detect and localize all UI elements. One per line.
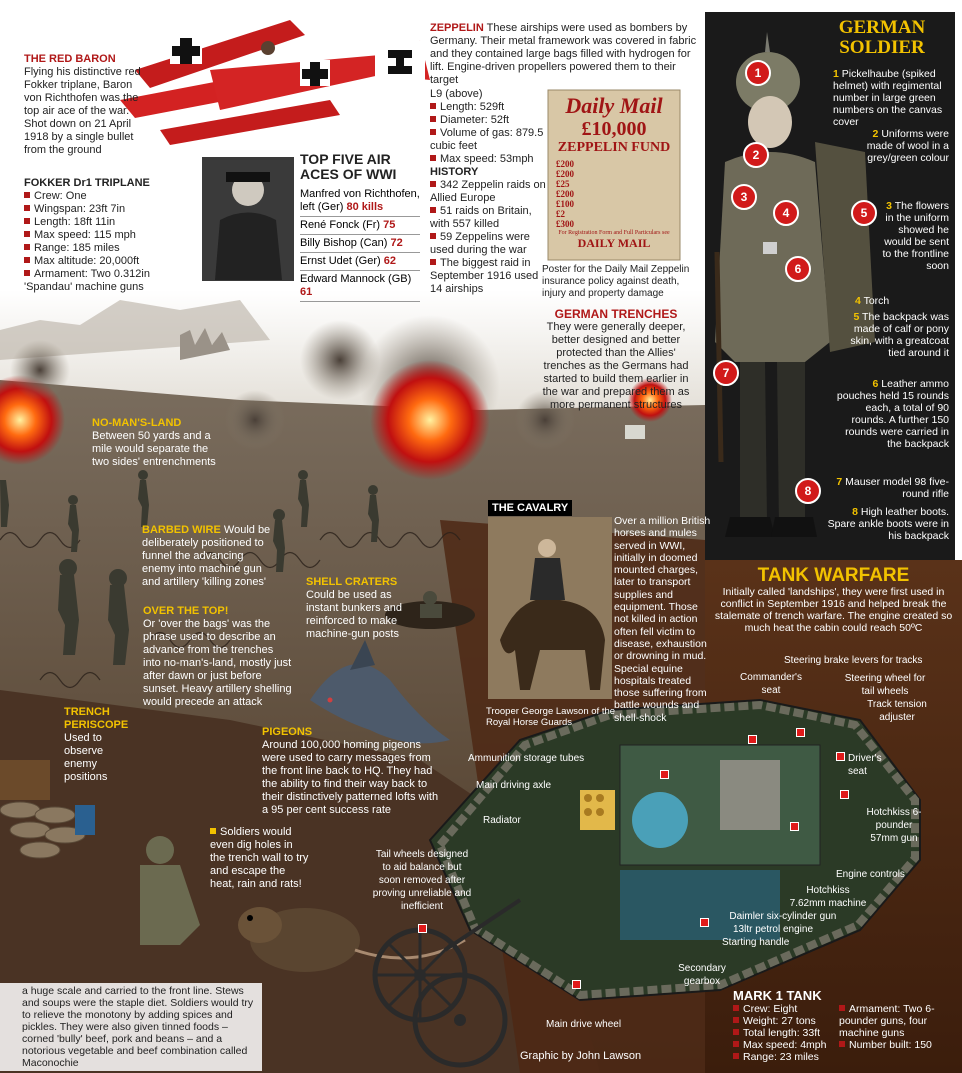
poster-amount-line: £2: [556, 209, 565, 219]
rats-label: [210, 826, 310, 891]
label-main-drive-wheel: Main drive wheel: [546, 1019, 622, 1030]
aces-title-2: ACES OF WWI: [300, 166, 397, 182]
poster-masthead: Daily Mail: [565, 93, 663, 118]
barbed-wire-body: Would be deliberately positioned to funnel the advancing enemy into machine gun and artillery 'killing zones': [142, 524, 271, 588]
label-driver-seat: Driver's seat: [848, 753, 882, 777]
fokker-spec-armament: Armament: Two 0.312in 'Spandau' machine guns: [24, 268, 174, 294]
fokker-spec-crew: Crew: One: [24, 190, 174, 203]
zeppelin-poster: [548, 90, 680, 260]
graphic-credit: Graphic by John Lawson: [520, 1050, 642, 1062]
mark1-specs: [733, 988, 955, 1063]
soldier-badge-8: 8: [795, 478, 821, 504]
marker-starting-handle: [700, 918, 709, 927]
marker-tail-wheels: [418, 924, 427, 933]
ace-row-1: [300, 186, 420, 217]
red-baron-body: Flying his distinctive red Fokker triplane, Baron von Richthofen was the top air ace of the war. Shot down on 21 April 1918 by a single bullet from the ground: [24, 66, 141, 156]
red-baron-section: [24, 53, 142, 157]
history-title: HISTORY: [430, 166, 479, 178]
pigeons-title: PIGEONS: [262, 726, 313, 738]
shell-craters-label: [306, 576, 404, 641]
pigeons-label: [262, 726, 442, 817]
over-the-top-body: Or 'over the bags' was the phrase used to describe an advance from the trenches into no-man's-land, mostly just after dawn or just before sunset. Heavy artillery shelling would precede an attack: [143, 618, 292, 708]
l9-spec: Length: 529ft: [430, 101, 550, 114]
marker-ammo: [660, 770, 669, 779]
cavalry-caption: Trooper George Lawson of the Royal Horse Guards: [486, 706, 616, 728]
l9-title: L9 (above): [430, 88, 483, 100]
aces-panel: [300, 152, 420, 302]
fokker-spec-speed: Max speed: 115 mph: [24, 229, 174, 242]
l9-spec: Max speed: 53mph: [430, 153, 550, 166]
periscope-title-2: PERISCOPE: [64, 719, 129, 731]
poster-amount-line: £300: [556, 219, 574, 229]
poster-amount-line: £200: [556, 159, 574, 169]
ace-row-2: [300, 217, 420, 235]
fokker-spec-wingspan: Wingspan: 23ft 7in: [24, 203, 174, 216]
soldier-item-7-num: 7: [836, 476, 843, 488]
marker-commander: [748, 735, 757, 744]
poster-footer-small: For Registration Form and Full Particulars see: [558, 230, 670, 236]
ace-kills: 62: [383, 255, 396, 267]
periscope-label: [64, 706, 134, 784]
poster-amount-line: £100: [556, 199, 574, 209]
fokker-spec-altitude: Max altitude: 20,000ft: [24, 255, 174, 268]
tank-body: Initially called 'landships', they were first used in conflict in September 1916 and helped break the stalemate of trench warfare. The engine created so much heat the cabin could reach 50ºC: [714, 586, 953, 634]
soldier-item-8-text: High leather boots. Spare ankle boots were in his backpack: [827, 506, 949, 542]
no-mans-land-title: NO-MAN'S-LAND: [92, 417, 182, 429]
fokker-spec-length: Length: 18ft 11in: [24, 216, 174, 229]
soldier-item-6-num: 6: [872, 378, 879, 390]
label-commander-seat: Commander's seat: [740, 672, 802, 696]
soldier-item-2-text: Uniforms were made of wool in a grey/green colour: [866, 128, 949, 164]
cavalry-title: THE CAVALRY: [488, 500, 572, 516]
label-track-adjuster: Track tension adjuster: [867, 699, 927, 723]
ace-kills: 80 kills: [346, 201, 384, 213]
zeppelin-specs: [430, 88, 550, 296]
over-the-top-label: [143, 605, 293, 709]
soldier-item-3-num: 3: [886, 200, 892, 212]
poster-amount: £10,000: [581, 118, 647, 140]
ace-name: Billy Bishop (Can): [300, 237, 388, 249]
ace-kills: 72: [390, 237, 403, 249]
tank-title: TANK WARFARE: [757, 565, 910, 586]
mark1-spec: Number built: 150: [839, 1039, 951, 1051]
marker-driver: [836, 752, 845, 761]
fokker-spec-range: Range: 185 miles: [24, 242, 174, 255]
ace-name: Edward Mannock (GB): [300, 273, 412, 285]
history-item: 342 Zeppelin raids on Allied Europe: [430, 179, 550, 205]
rats-body: Soldiers would even dig holes in the trench wall to try and escape the heat, rain and rats!: [210, 826, 309, 890]
soldier-badge-2: 2: [743, 142, 769, 168]
soldier-item-6-text: Leather ammo pouches held 15 rounds each, a total of 90 rounds. A further 150 rounds were carried in the backpack: [836, 378, 949, 450]
mark1-spec: Armament: Two 6-pounder guns, four machine guns: [839, 1003, 951, 1039]
ace-name: René Fonck (Fr): [300, 219, 381, 231]
pigeons-body: Around 100,000 homing pigeons were used to carry messages from the front line back to HQ. They had the ability to find their way back to their distinctively patterned lofts with a 95 per cent success rate: [262, 739, 439, 816]
l9-spec: Diameter: 52ft: [430, 114, 550, 127]
soldier-item-4-text: Torch: [863, 295, 890, 307]
mark1-spec: Range: 23 miles: [733, 1051, 833, 1063]
label-engine-controls: Engine controls: [836, 869, 905, 880]
fokker-specs: [24, 177, 174, 294]
ace-kills: 75: [383, 219, 396, 231]
barbed-wire-title: BARBED WIRE: [142, 524, 221, 536]
history-item: 51 raids on Britain, with 557 killed: [430, 205, 550, 231]
l9-spec: Volume of gas: 879.5 cubic feet: [430, 127, 550, 153]
zeppelin-intro: [430, 22, 700, 87]
fokker-specs-title: FOKKER Dr1 TRIPLANE: [24, 177, 150, 189]
marker-hotchkiss-6: [840, 790, 849, 799]
history-item: 59 Zeppelins were used during the war: [430, 231, 550, 257]
mark1-spec: Weight: 27 tons: [733, 1015, 833, 1027]
mark1-spec: Max speed: 4mph: [733, 1039, 833, 1051]
rats-bullet-icon: [210, 826, 220, 838]
zeppelin-body: These airships were used as bombers by Germany. Their metal framework was covered in fabric and they contained large bags filled with hydrogen for lift. Engine-driven propellers powered them to their target: [430, 22, 697, 86]
soldier-item-8-num: 8: [852, 506, 858, 518]
label-tail-wheels: Tail wheels designed to aid balance but soon removed after proving unreliable and inefficient: [372, 849, 472, 912]
poster-footer: DAILY MAIL: [577, 236, 651, 250]
soldier-item-2-num: 2: [872, 128, 879, 140]
soldier-badge-3: 3: [731, 184, 757, 210]
trenches-title: GERMAN TRENCHES: [554, 307, 678, 321]
ace-row-3: [300, 235, 420, 253]
label-hotchkiss-762: Hotchkiss 7.62mm machine gun: [789, 885, 867, 922]
marker-main-drive: [572, 980, 581, 989]
poster-amount-line: £200: [556, 189, 574, 199]
shell-craters-title: SHELL CRATERS: [306, 576, 398, 588]
poster-amount-line: £200: [556, 169, 574, 179]
label-ammo-tubes: Ammunition storage tubes: [468, 753, 585, 764]
label-secondary-gearbox: Secondary gearbox: [678, 963, 726, 987]
poster-amount-line: £25: [556, 179, 570, 189]
soldier-item-5-num: 5: [853, 311, 860, 323]
tank-section: [705, 566, 962, 634]
no-mans-land-label: [92, 417, 222, 469]
mark1-spec: Total length: 33ft: [733, 1027, 833, 1039]
ace-name: Manfred von Richthofen, left (Ger): [300, 188, 420, 213]
soldier-badge-4: 4: [773, 200, 799, 226]
no-mans-land-body: Between 50 yards and a mile would separate the two sides' entrenchments: [92, 430, 216, 468]
mark1-spec: Crew: Eight: [733, 1003, 833, 1015]
soldier-badge-1: 1: [745, 60, 771, 86]
over-the-top-title: OVER THE TOP!: [143, 605, 229, 617]
trenches-body: They were generally deeper, better designed and better protected than the Allies' trenches as the Germans had started to build them earlier in the war and prepared them as more permanent structures: [542, 321, 690, 411]
soldier-item-7-text: Mauser model 98 five-round rifle: [845, 476, 949, 500]
poster-fund: ZEPPELIN FUND: [557, 140, 671, 155]
label-daimler-engine: Daimler six-cylinder 13ltr petrol engine: [729, 911, 817, 935]
ace-row-5: [300, 271, 420, 302]
zeppelin-title: ZEPPELIN: [430, 22, 484, 34]
soldier-badge-7: 7: [713, 360, 739, 386]
label-steering-levers: Steering brake levers for tracks: [784, 655, 923, 666]
label-hotchkiss-6: Hotchkiss 6-pounder 57mm gun: [866, 807, 922, 844]
soldier-item-3-text: The flowers in the uniform showed he would be sent to the frontline soon: [882, 200, 949, 272]
red-baron-title: THE RED BARON: [24, 53, 116, 65]
label-starting-handle: Starting handle: [722, 937, 790, 948]
aces-title: TOP FIVE AIR: [300, 151, 391, 167]
periscope-body: Used to observe enemy positions: [64, 732, 108, 783]
ace-row-4: [300, 253, 420, 271]
soldier-item-4-num: 4: [855, 295, 861, 307]
label-driving-axle: Main driving axle: [476, 780, 552, 791]
soldier-title: GERMAN: [838, 17, 926, 38]
ace-kills: 61: [300, 286, 313, 298]
soldier-badge-6: 6: [785, 256, 811, 282]
marker-hotchkiss-762: [790, 822, 799, 831]
poster-caption: Poster for the Daily Mail Zeppelin insurance policy against death, injury and property damage: [542, 264, 690, 299]
periscope-title: TRENCH: [64, 706, 110, 718]
german-soldier-panel: [705, 12, 955, 560]
cavalry-body: Over a million British horses and mules served in WWI, initially in doomed mounted charges, later to transport supplies and equipment. Those not killed in action often fell victim to disease, exhaustion or drowning in mud. Special equine hospitals treated those suffering from battle wounds and shell-shock: [614, 515, 711, 724]
soldier-item-5-text: The backpack was made of calf or pony skin, with a greatcoat tied around it: [850, 311, 949, 359]
history-item: The biggest raid in September 1916 used 14 airships: [430, 257, 550, 296]
food-text: a huge scale and carried to the front line. Stews and soups were the staple diet. Soldiers would try to relieve the monotony by adding spices and pickles. They were also given tinned foods – corned 'bully' beef, pork and beans – and a notorious vegetable and beef combination called Maconochie: [0, 983, 262, 1071]
label-steering-wheel: Steering wheel for tail wheels: [844, 673, 926, 697]
mark1-title: MARK 1 TANK: [733, 988, 822, 1003]
soldier-item-1-num: 1: [833, 68, 839, 80]
soldier-title-2: SOLDIER: [839, 37, 925, 58]
soldier-item-1-text: Pickelhaube (spiked helmet) with regimental number in large green numbers on the canvas cover: [833, 68, 943, 128]
barbed-wire-label: [142, 524, 272, 589]
marker-steering-levers: [796, 728, 805, 737]
soldier-badge-5: 5: [851, 200, 877, 226]
trenches-section: [540, 308, 692, 412]
label-radiator: Radiator: [483, 815, 521, 826]
shell-craters-body: Could be used as instant bunkers and reinforced to make machine-gun posts: [306, 589, 403, 640]
ace-name: Ernst Udet (Ger): [300, 255, 381, 267]
